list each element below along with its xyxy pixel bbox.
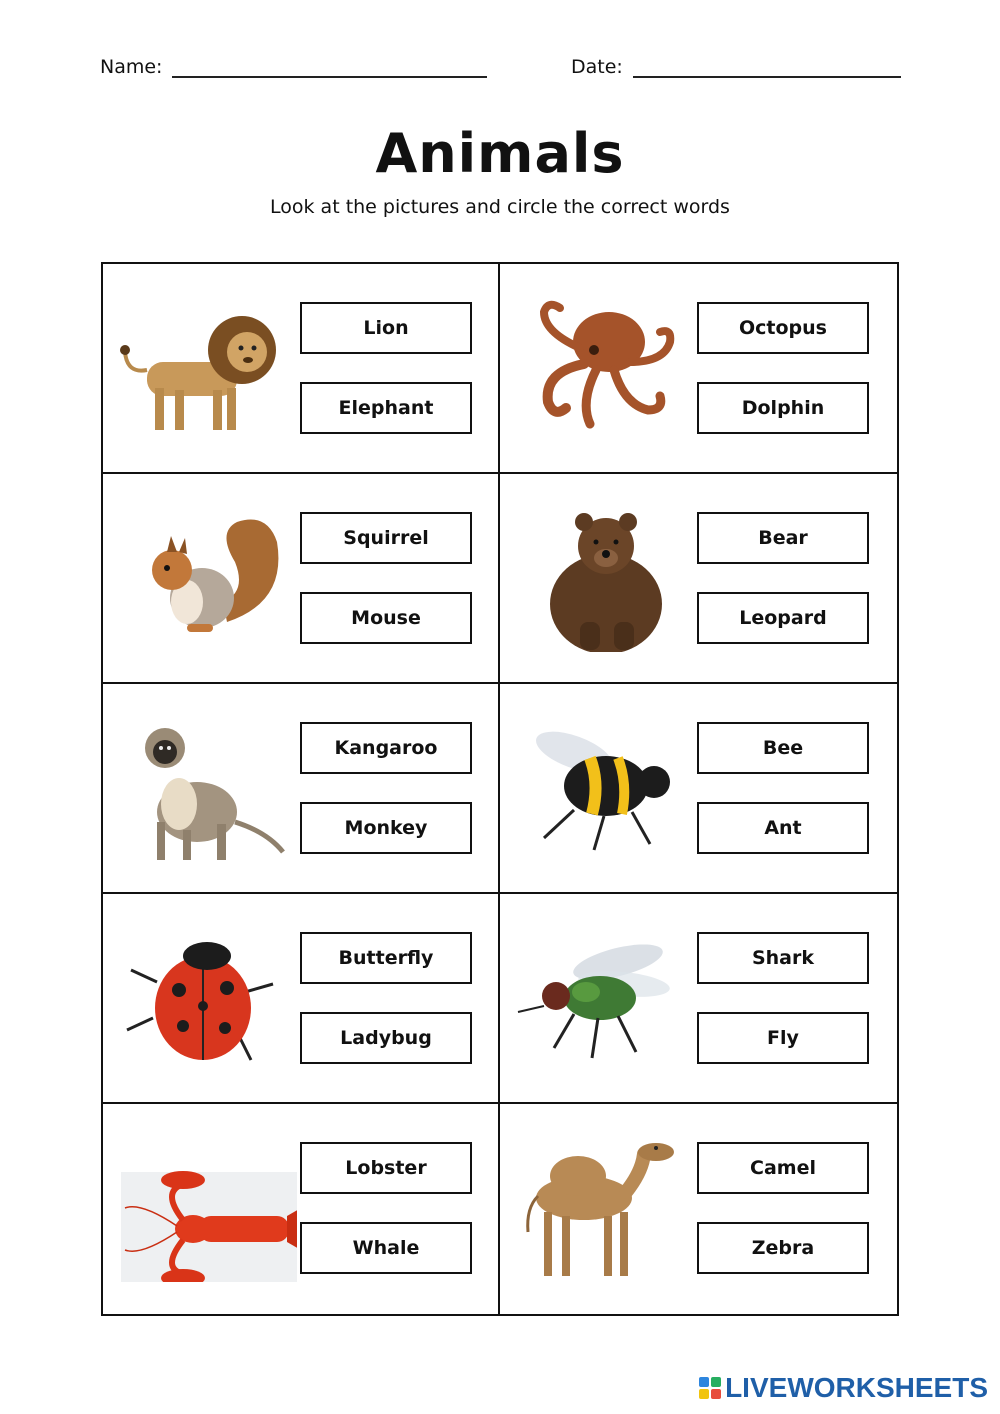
bee-picture	[514, 712, 684, 862]
option-butterfly-button[interactable]: Butterfly	[300, 932, 472, 984]
option-shark-button[interactable]: Shark	[697, 932, 869, 984]
worksheet-header	[100, 56, 904, 90]
squirrel-picture	[117, 502, 287, 652]
octopus-picture	[514, 292, 684, 442]
option-whale-button[interactable]: Whale	[300, 1222, 472, 1274]
option-leopard-button[interactable]: Leopard	[697, 592, 869, 644]
option-bear-button[interactable]: Bear	[697, 512, 869, 564]
date-field[interactable]	[571, 56, 901, 78]
question-cell	[500, 474, 897, 684]
option-ant-button[interactable]: Ant	[697, 802, 869, 854]
lobster-picture	[115, 1132, 297, 1282]
option-octopus-button[interactable]: Octopus	[697, 302, 869, 354]
name-label: Name:	[100, 56, 163, 78]
date-label: Date:	[571, 56, 623, 78]
question-cell	[500, 894, 897, 1104]
camel-picture	[514, 1132, 684, 1282]
bear-picture	[514, 502, 684, 652]
brand-text: LIVEWORKSHEETS	[725, 1372, 988, 1403]
date-blank-line[interactable]	[633, 56, 901, 78]
question-cell	[500, 684, 897, 894]
option-lobster-button[interactable]: Lobster	[300, 1142, 472, 1194]
option-fly-button[interactable]: Fly	[697, 1012, 869, 1064]
option-zebra-button[interactable]: Zebra	[697, 1222, 869, 1274]
option-camel-button[interactable]: Camel	[697, 1142, 869, 1194]
monkey-picture	[117, 712, 287, 862]
option-bee-button[interactable]: Bee	[697, 722, 869, 774]
option-ladybug-button[interactable]: Ladybug	[300, 1012, 472, 1064]
option-mouse-button[interactable]: Mouse	[300, 592, 472, 644]
name-field[interactable]	[100, 56, 487, 78]
instructions: Look at the pictures and circle the correct words	[270, 196, 730, 218]
ladybug-picture	[117, 922, 287, 1072]
liveworksheets-logo-icon	[699, 1377, 721, 1399]
option-squirrel-button[interactable]: Squirrel	[300, 512, 472, 564]
page-title: Animals	[375, 122, 625, 185]
question-cell	[103, 1104, 500, 1314]
option-elephant-button[interactable]: Elephant	[300, 382, 472, 434]
animal-grid	[101, 262, 899, 1316]
option-monkey-button[interactable]: Monkey	[300, 802, 472, 854]
fly-picture	[514, 922, 684, 1072]
option-dolphin-button[interactable]: Dolphin	[697, 382, 869, 434]
question-cell	[103, 684, 500, 894]
option-lion-button[interactable]: Lion	[300, 302, 472, 354]
option-kangaroo-button[interactable]: Kangaroo	[300, 722, 472, 774]
question-cell	[103, 894, 500, 1104]
question-cell	[103, 474, 500, 684]
question-cell	[500, 264, 897, 474]
lion-picture	[117, 292, 287, 442]
question-cell	[500, 1104, 897, 1314]
liveworksheets-logo	[699, 1372, 988, 1404]
name-blank-line[interactable]	[172, 56, 487, 78]
question-cell	[103, 264, 500, 474]
